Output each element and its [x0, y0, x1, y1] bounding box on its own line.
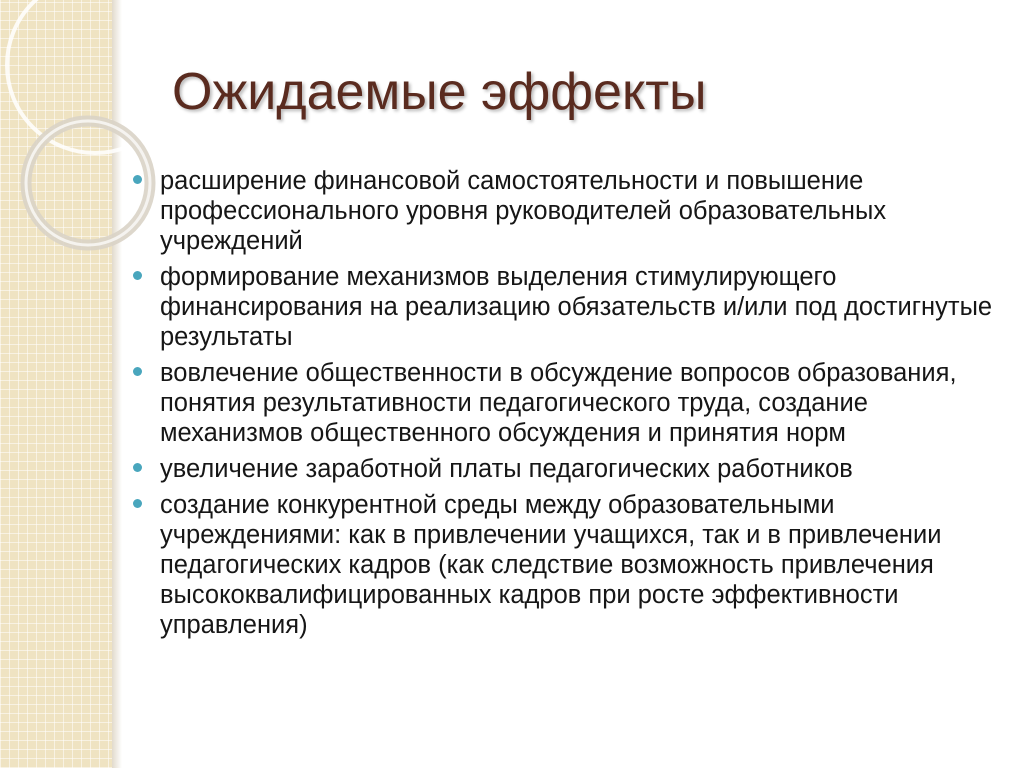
bullet-item: [128, 262, 1018, 352]
bullet-dot-icon: [133, 463, 142, 472]
bullet-item: [128, 358, 1018, 448]
bullet-dot-icon: [133, 367, 142, 376]
bullet-item: [128, 166, 1018, 256]
bullet-text: увеличение заработной платы педагогических работников: [160, 455, 853, 483]
slide-title: Ожидаемые эффекты: [172, 63, 707, 121]
bullet-dot-icon: [133, 499, 142, 508]
bullet-text: формирование механизмов выделения стимулирующего финансирования на реализацию обязательств и/или под достигнутые результаты: [160, 263, 993, 351]
bullet-item: [128, 490, 1018, 640]
bullet-text: вовлечение общественности в обсуждение вопросов образования, понятия результативности педагогического труда, создание механизмов общественного обсуждения и принятия норм: [160, 359, 957, 447]
decorative-circle-large: [7, 0, 183, 153]
bullet-item: [128, 454, 1018, 484]
bullet-list: [128, 166, 1018, 646]
bullet-dot-icon: [133, 271, 142, 280]
bullet-text: расширение финансовой самостоятельности и повышение профессионального уровня руководителей образовательных учреждений: [160, 167, 887, 255]
bullet-text: создание конкурентной среды между образовательными учреждениями: как в привлечении учащихся, так и в привлечении педагогических кадров (как следствие возможность привлечения высококвалифицированных кадров при росте эффективности управления): [160, 491, 942, 639]
bullet-dot-icon: [133, 175, 142, 184]
